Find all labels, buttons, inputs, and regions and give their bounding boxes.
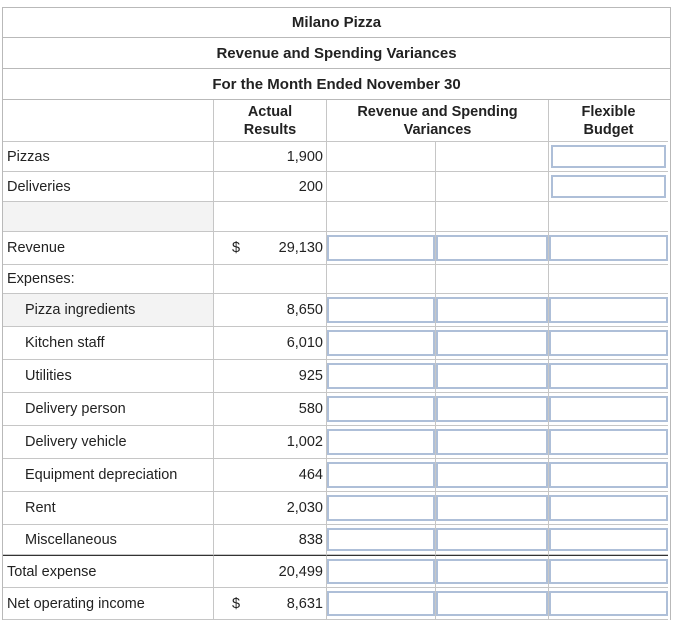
kitchen-staff-variance-input[interactable]	[327, 330, 435, 356]
flexible-budget-header: Flexible Budget	[549, 100, 668, 142]
equipment-depreciation-flexible-cell	[549, 459, 668, 492]
pizzas-variance-type-cell	[436, 142, 549, 172]
total-expense-label: Total expense	[3, 555, 214, 588]
expenses-actual-cell	[214, 265, 327, 294]
pizza-ingredients-variance-type-cell	[436, 294, 549, 327]
rent-actual: 2,030	[214, 492, 327, 525]
kitchen-staff-actual: 6,010	[214, 327, 327, 360]
utilities-flexible-cell	[549, 360, 668, 393]
kitchen-staff-flexible-cell	[549, 327, 668, 360]
pizza-ingredients-variance-cell	[327, 294, 436, 327]
blank-row-cell	[3, 202, 214, 232]
delivery-person-variance-type-cell	[436, 393, 549, 426]
deliveries-actual: 200	[214, 172, 327, 202]
equipment-depreciation-label: Equipment depreciation	[3, 459, 214, 492]
pizzas-label: Pizzas	[3, 142, 214, 172]
delivery-person-variance-cell	[327, 393, 436, 426]
total-expense-variance-input[interactable]	[327, 559, 435, 584]
pizza-ingredients-actual: 8,650	[214, 294, 327, 327]
revenue-flexible-cell	[549, 232, 668, 265]
blank-row-cell	[436, 202, 549, 232]
kitchen-staff-flexible-input[interactable]	[549, 330, 668, 356]
expenses-variance-cell	[327, 265, 436, 294]
deliveries-label: Deliveries	[3, 172, 214, 202]
utilities-label: Utilities	[3, 360, 214, 393]
delivery-vehicle-variance-type-cell	[436, 426, 549, 459]
expenses-variance-type-cell	[436, 265, 549, 294]
delivery-vehicle-variance-type-input[interactable]	[436, 429, 548, 455]
miscellaneous-flexible-input[interactable]	[549, 528, 668, 551]
net-operating-income-flexible-input[interactable]	[549, 591, 668, 616]
pizzas-variance-cell	[327, 142, 436, 172]
utilities-actual: 925	[214, 360, 327, 393]
delivery-vehicle-label: Delivery vehicle	[3, 426, 214, 459]
total-expense-actual: 20,499	[214, 555, 327, 588]
pizzas-flexible-input[interactable]	[551, 145, 666, 168]
report-grid	[2, 100, 671, 620]
blank-row-cell	[549, 202, 668, 232]
pizzas-actual: 1,900	[214, 142, 327, 172]
net-operating-income-flexible-cell	[549, 588, 668, 620]
net-operating-income-variance-type-cell	[436, 588, 549, 620]
utilities-variance-cell	[327, 360, 436, 393]
report-period: For the Month Ended November 30	[2, 69, 671, 100]
miscellaneous-label: Miscellaneous	[3, 525, 214, 555]
utilities-variance-type-input[interactable]	[436, 363, 548, 389]
total-expense-variance-type-cell	[436, 555, 549, 588]
equipment-depreciation-flexible-input[interactable]	[549, 462, 668, 488]
utilities-variance-type-cell	[436, 360, 549, 393]
delivery-person-flexible-cell	[549, 393, 668, 426]
deliveries-flexible-input[interactable]	[551, 175, 666, 198]
delivery-person-variance-type-input[interactable]	[436, 396, 548, 422]
delivery-person-actual: 580	[214, 393, 327, 426]
rent-flexible-input[interactable]	[549, 495, 668, 521]
miscellaneous-variance-cell	[327, 525, 436, 555]
pizza-ingredients-label: Pizza ingredients	[3, 294, 214, 327]
pizza-ingredients-variance-type-input[interactable]	[436, 297, 548, 323]
deliveries-variance-cell	[327, 172, 436, 202]
revenue-variance-cell	[327, 232, 436, 265]
rent-variance-type-cell	[436, 492, 549, 525]
expenses-flexible-cell	[549, 265, 668, 294]
equipment-depreciation-variance-type-cell	[436, 459, 549, 492]
utilities-variance-input[interactable]	[327, 363, 435, 389]
deliveries-variance-type-cell	[436, 172, 549, 202]
utilities-flexible-input[interactable]	[549, 363, 668, 389]
delivery-vehicle-variance-input[interactable]	[327, 429, 435, 455]
variance-report	[2, 7, 671, 620]
revenue-variance-input[interactable]	[327, 235, 435, 261]
revenue-actual: $ 29,130	[214, 232, 327, 265]
delivery-person-variance-input[interactable]	[327, 396, 435, 422]
net-operating-income-actual: $ 8,631	[214, 588, 327, 620]
total-expense-variance-cell	[327, 555, 436, 588]
delivery-vehicle-flexible-cell	[549, 426, 668, 459]
actual-results-header: Actual Results	[214, 100, 327, 142]
miscellaneous-flexible-cell	[549, 525, 668, 555]
rent-variance-type-input[interactable]	[436, 495, 548, 521]
kitchen-staff-label: Kitchen staff	[3, 327, 214, 360]
report-title: Revenue and Spending Variances	[2, 38, 671, 69]
kitchen-staff-variance-type-cell	[436, 327, 549, 360]
equipment-depreciation-variance-input[interactable]	[327, 462, 435, 488]
variances-header: Revenue and Spending Variances	[327, 100, 549, 142]
rent-label: Rent	[3, 492, 214, 525]
revenue-label: Revenue	[3, 232, 214, 265]
net-operating-income-variance-type-input[interactable]	[436, 591, 548, 616]
delivery-person-label: Delivery person	[3, 393, 214, 426]
pizza-ingredients-variance-input[interactable]	[327, 297, 435, 323]
pizza-ingredients-flexible-input[interactable]	[549, 297, 668, 323]
delivery-vehicle-variance-cell	[327, 426, 436, 459]
rent-variance-cell	[327, 492, 436, 525]
equipment-depreciation-variance-cell	[327, 459, 436, 492]
revenue-flexible-input[interactable]	[549, 235, 668, 261]
label-column-header	[3, 100, 214, 142]
rent-flexible-cell	[549, 492, 668, 525]
deliveries-flexible-cell	[549, 172, 668, 202]
miscellaneous-actual: 838	[214, 525, 327, 555]
kitchen-staff-variance-type-input[interactable]	[436, 330, 548, 356]
revenue-variance-type-cell	[436, 232, 549, 265]
equipment-depreciation-variance-type-input[interactable]	[436, 462, 548, 488]
net-operating-income-variance-input[interactable]	[327, 591, 435, 616]
equipment-depreciation-actual: 464	[214, 459, 327, 492]
blank-row-cell	[214, 202, 327, 232]
miscellaneous-variance-type-input[interactable]	[436, 528, 548, 551]
kitchen-staff-variance-cell	[327, 327, 436, 360]
expenses-label: Expenses:	[3, 265, 214, 294]
delivery-person-flexible-input[interactable]	[549, 396, 668, 422]
pizzas-flexible-cell	[549, 142, 668, 172]
total-expense-flexible-cell	[549, 555, 668, 588]
net-operating-income-label: Net operating income	[3, 588, 214, 620]
blank-row-cell	[327, 202, 436, 232]
company-name: Milano Pizza	[2, 7, 671, 38]
miscellaneous-variance-input[interactable]	[327, 528, 435, 551]
delivery-vehicle-flexible-input[interactable]	[549, 429, 668, 455]
total-expense-flexible-input[interactable]	[549, 559, 668, 584]
pizza-ingredients-flexible-cell	[549, 294, 668, 327]
delivery-vehicle-actual: 1,002	[214, 426, 327, 459]
rent-variance-input[interactable]	[327, 495, 435, 521]
net-operating-income-variance-cell	[327, 588, 436, 620]
revenue-variance-type-input[interactable]	[436, 235, 548, 261]
miscellaneous-variance-type-cell	[436, 525, 549, 555]
total-expense-variance-type-input[interactable]	[436, 559, 548, 584]
